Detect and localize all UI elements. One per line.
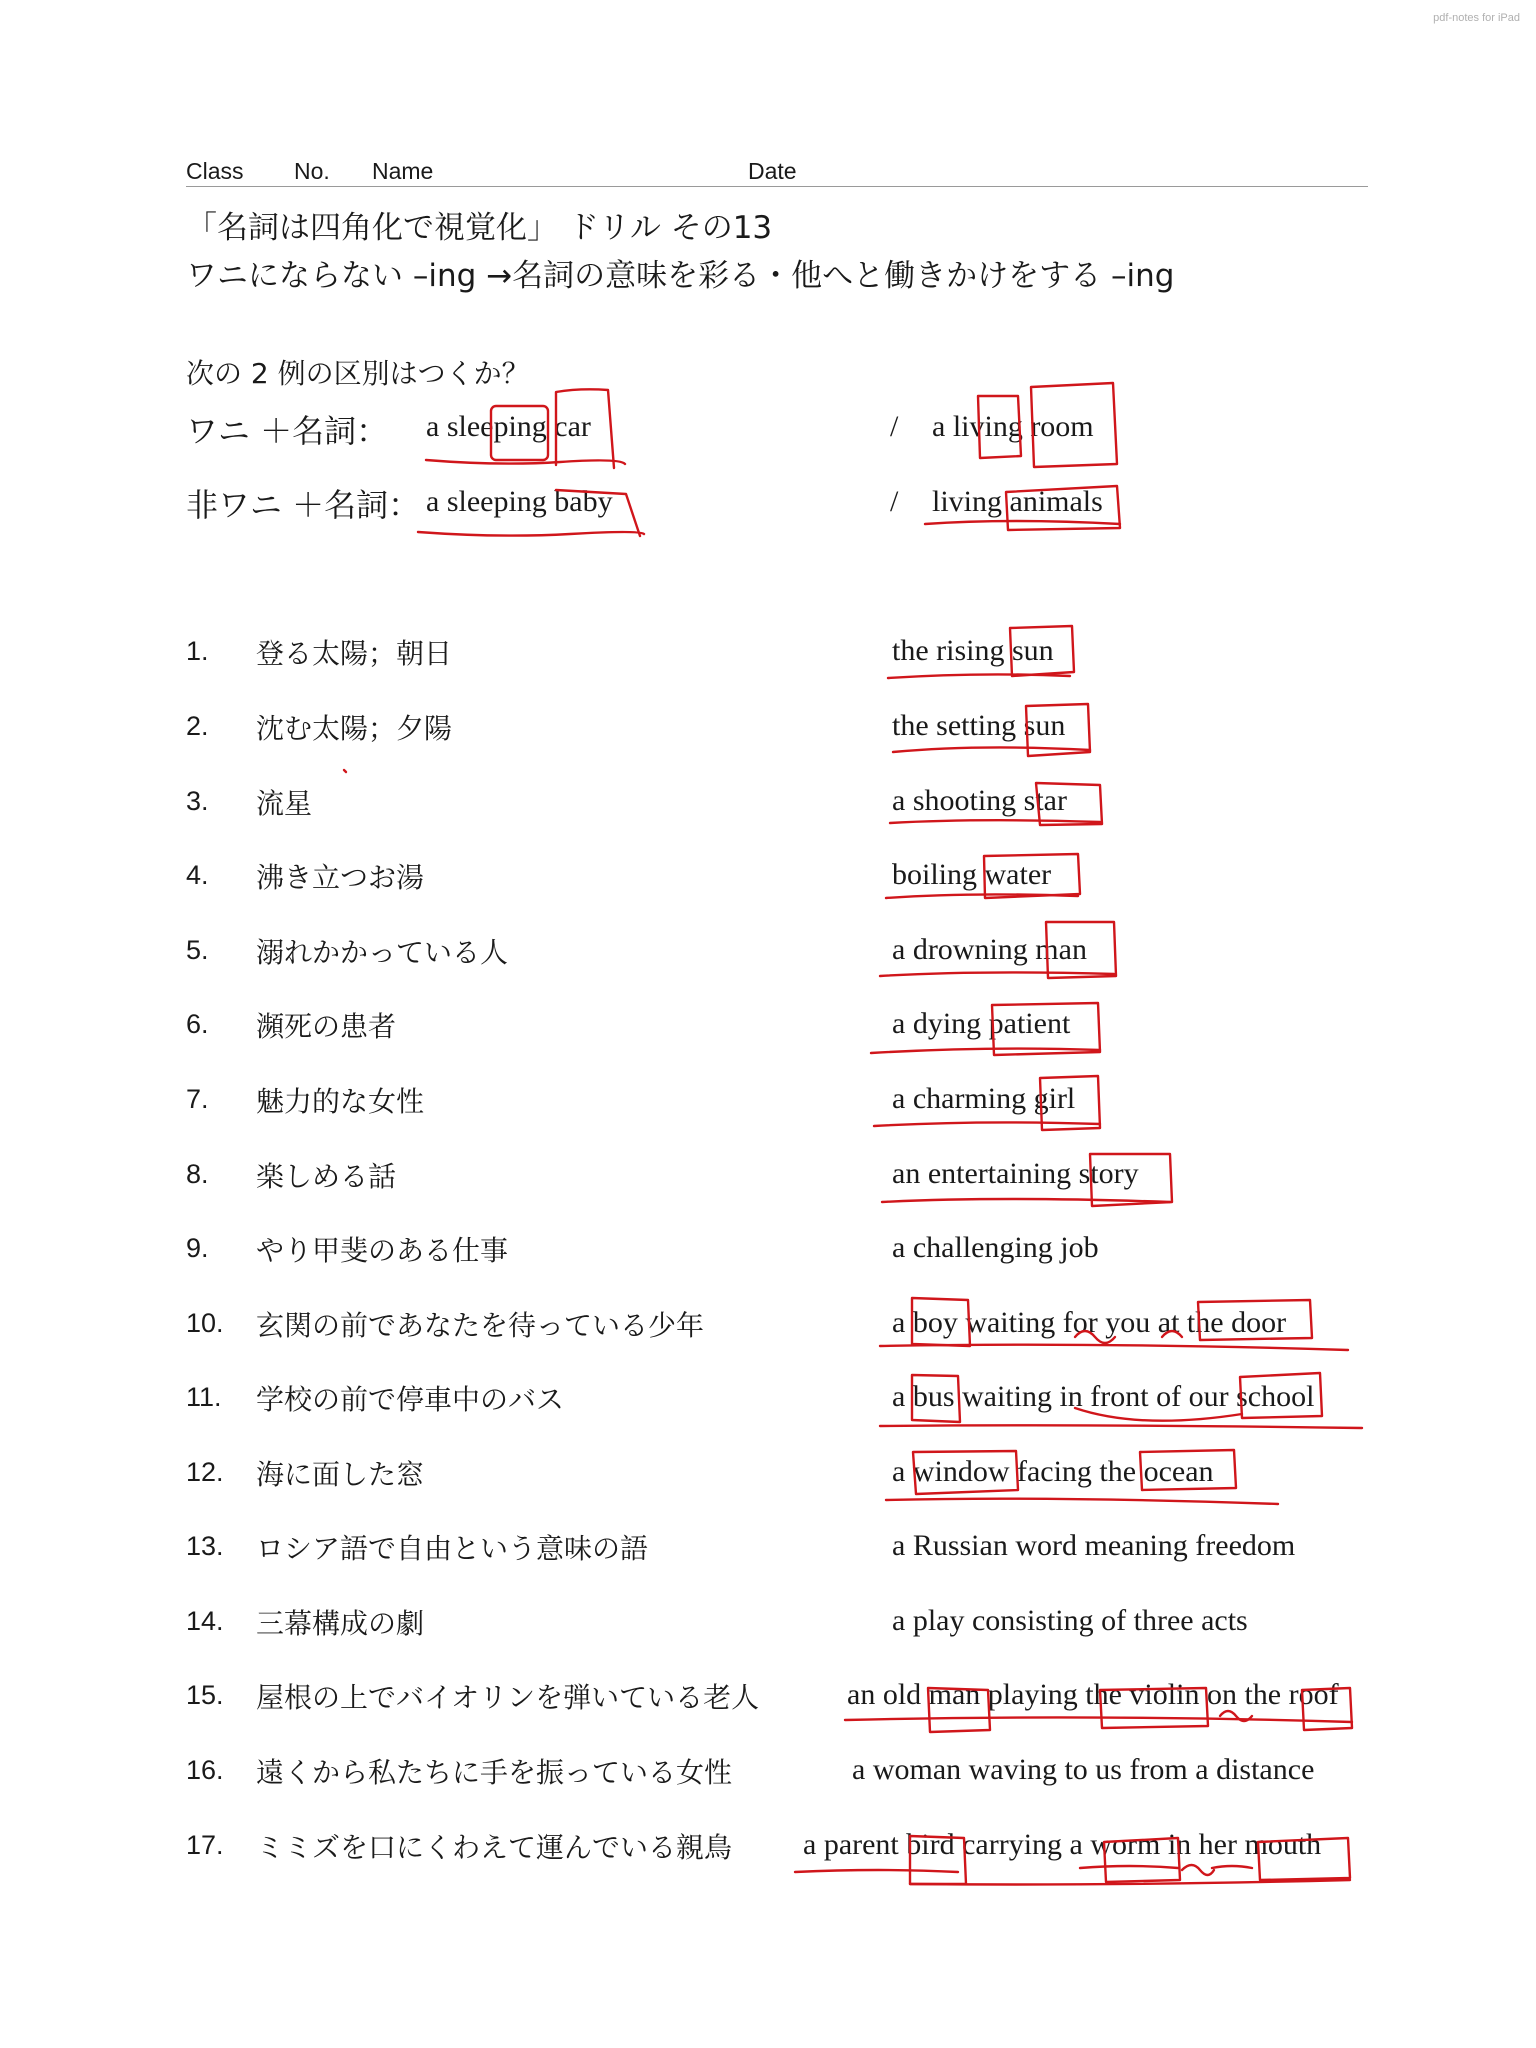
item-number: 4. [186,860,209,890]
item-english: a woman waving to us from a distance [852,1753,1315,1786]
number-label: No. [294,158,330,184]
ink-underline [910,1880,1350,1885]
item-japanese: 学校の前で停車中のバス [256,1383,565,1416]
ink-underline [1182,1865,1214,1875]
ink-underline [888,674,1070,678]
item-japanese: 玄関の前であなたを待っている少年 [256,1309,705,1342]
item-japanese: やり甲斐のある仕事 [256,1234,509,1267]
wani-label: ワニ ＋名詞： [186,412,389,450]
item-number: 17. [186,1830,224,1860]
item-number: 13. [186,1531,224,1561]
ink-underline [893,747,1090,752]
item-japanese: 魅力的な女性 [256,1085,425,1118]
worksheet-subtitle: ワニにならない –ing →名詞の意味を彩る・他へと働きかけをする –ing [186,258,1175,294]
item-japanese: 三幕構成の劇 [256,1607,425,1640]
item-japanese: ミミズを口にくわえて運んでいる親鳥 [256,1831,733,1864]
date-label: Date [748,158,797,184]
ink-underline [886,894,1078,898]
item-number: 7. [186,1084,209,1114]
item-japanese: ロシア語で自由という意味の語 [256,1532,649,1565]
ink-underline [880,1425,1362,1428]
ink-underline [874,1122,1100,1126]
item-japanese: 遠くから私たちに手を振っている女性 [256,1756,733,1789]
item-english: a charming girl [892,1082,1076,1115]
item-english: a parent bird carrying a worm in her mouth [803,1828,1322,1861]
item-number: 15. [186,1680,224,1710]
worksheet-header [186,158,1368,187]
nonwani-example-right: living animals [932,485,1103,518]
item-english: a dying patient [892,1007,1071,1040]
item-japanese: 屋根の上でバイオリンを弾いている老人 [256,1681,760,1714]
nonwani-example-left: a sleeping baby [426,485,613,518]
item-number: 6. [186,1009,209,1039]
ink-underline [925,521,1120,524]
item-number: 12. [186,1457,224,1487]
item-number: 11. [186,1382,222,1412]
wani-example-left: a sleeping car [426,410,591,443]
item-english: a window facing the ocean [892,1455,1214,1488]
item-english: boiling water [892,858,1052,891]
item-english: the rising sun [892,634,1054,667]
nonwani-label: 非ワニ ＋名詞： [186,486,421,524]
item-number: 10. [186,1308,224,1338]
ink-underline [1220,1711,1252,1721]
item-japanese: 溺れかかっている人 [256,936,509,969]
ink-underline [882,1199,1170,1202]
item-japanese: 登る太陽；朝日 [256,637,453,670]
item-japanese: 楽しめる話 [256,1160,397,1193]
item-number: 2. [186,711,209,741]
app-watermark-label: pdf-notes for iPad [1433,12,1520,24]
item-japanese: 沈む太陽；夕陽 [256,712,453,745]
ink-underline [871,1049,1100,1053]
item-english: a Russian word meaning freedom [892,1529,1296,1562]
ink-underline [418,532,644,536]
ink-mark [344,770,346,772]
ink-underline [845,1717,1352,1722]
item-number: 3. [186,786,209,816]
item-english: a boy waiting for you at the door [892,1306,1287,1339]
item-english: a bus waiting in front of our school [892,1380,1315,1413]
ink-underline [880,1345,1348,1350]
ink-underline [880,972,1114,976]
item-japanese: 海に面した窓 [256,1458,425,1491]
item-english: an old man playing the violin on the roof [847,1678,1339,1711]
ink-underline [795,1870,958,1872]
item-english: a play consisting of three acts [892,1604,1248,1637]
ink-underline [886,1499,1278,1504]
item-english: a drowning man [892,933,1087,966]
example-separator: / [890,485,899,518]
wani-example-right: a living room [932,410,1094,443]
item-english: a challenging job [892,1231,1099,1264]
item-japanese: 沸き立つお湯 [256,861,425,894]
example-separator: / [890,410,899,443]
worksheet-title: 「名詞は四角化で視覚化」 ドリル その13 [186,210,773,246]
class-label: Class [186,158,244,184]
item-english: a shooting star [892,784,1067,817]
item-english: the setting sun [892,709,1066,742]
item-english: an entertaining story [892,1157,1139,1190]
item-number: 9. [186,1233,209,1263]
item-number: 14. [186,1606,224,1636]
item-japanese: 流星 [256,787,313,820]
question-prompt: 次の 2 例の区別はつくか？ [186,357,530,390]
ink-underline [890,820,1100,823]
ink-underline [1080,1866,1178,1868]
ink-underline [426,460,625,464]
item-number: 16. [186,1755,224,1785]
item-number: 5. [186,935,209,965]
ink-underline [1212,1866,1252,1868]
item-number: 1. [186,636,209,666]
name-label: Name [372,158,434,184]
item-number: 8. [186,1159,209,1189]
item-japanese: 瀕死の患者 [256,1010,397,1043]
